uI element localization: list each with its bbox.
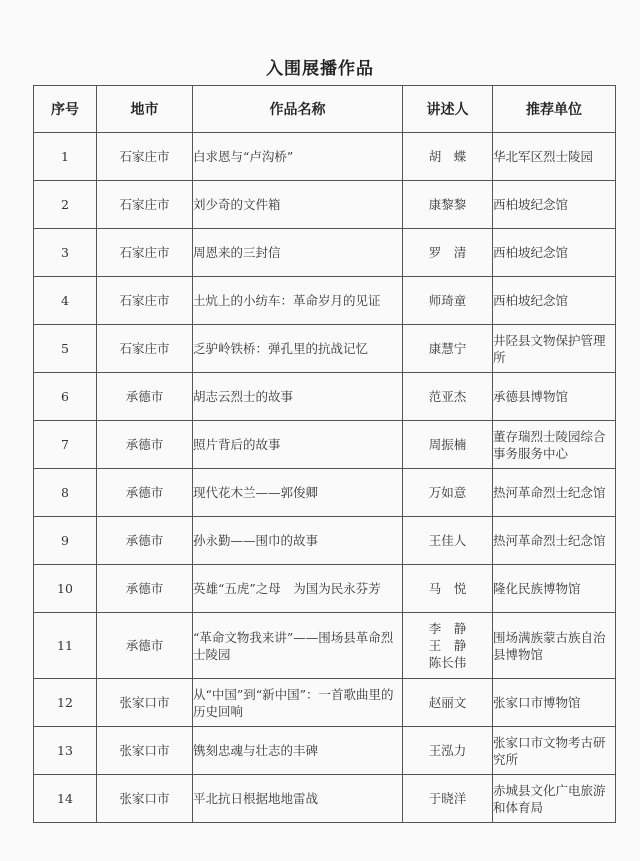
row-city: 承德市 bbox=[97, 565, 193, 613]
row-narrators bbox=[403, 277, 493, 325]
row-recommending-unit: 热河革命烈士纪念馆 bbox=[493, 517, 616, 565]
row-recommending-unit: 西柏坡纪念馆 bbox=[493, 229, 616, 277]
row-city: 石家庄市 bbox=[97, 229, 193, 277]
row-recommending-unit: 热河革命烈士纪念馆 bbox=[493, 469, 616, 517]
table-row bbox=[34, 133, 616, 181]
row-city: 石家庄市 bbox=[97, 181, 193, 229]
table-row bbox=[34, 181, 616, 229]
table-row bbox=[34, 565, 616, 613]
row-index: 4 bbox=[34, 277, 97, 325]
row-index: 12 bbox=[34, 679, 97, 727]
row-city: 张家口市 bbox=[97, 679, 193, 727]
row-recommending-unit: 井陉县文物保护管理所 bbox=[493, 325, 616, 373]
row-city: 承德市 bbox=[97, 373, 193, 421]
row-city: 承德市 bbox=[97, 517, 193, 565]
narrator-name: 周振楠 bbox=[428, 437, 467, 452]
row-narrators bbox=[403, 775, 493, 823]
row-index: 3 bbox=[34, 229, 97, 277]
narrator-name: 师琦童 bbox=[428, 293, 467, 308]
narrator-name: 康黎黎 bbox=[428, 197, 467, 212]
row-work-title: 周恩来的三封信 bbox=[193, 229, 403, 277]
header-work-title: 作品名称 bbox=[193, 86, 403, 133]
row-recommending-unit: 赤城县文化广电旅游和体育局 bbox=[493, 775, 616, 823]
row-recommending-unit: 西柏坡纪念馆 bbox=[493, 277, 616, 325]
row-recommending-unit: 承德县博物馆 bbox=[493, 373, 616, 421]
table-row bbox=[34, 613, 616, 679]
narrator-name: 范亚杰 bbox=[428, 389, 467, 404]
row-index: 2 bbox=[34, 181, 97, 229]
header-recommending-unit: 推荐单位 bbox=[493, 86, 616, 133]
row-city: 张家口市 bbox=[97, 727, 193, 775]
row-work-title: “革命文物我来讲”——围场县革命烈士陵园 bbox=[193, 613, 403, 679]
row-work-title: 平北抗日根据地地雷战 bbox=[193, 775, 403, 823]
narrator-name: 胡 蝶 bbox=[428, 149, 467, 164]
header-city: 地市 bbox=[97, 86, 193, 133]
row-narrators bbox=[403, 469, 493, 517]
page-title: 入围展播作品 bbox=[266, 59, 374, 79]
row-city: 承德市 bbox=[97, 421, 193, 469]
row-recommending-unit: 董存瑞烈士陵园综合事务服务中心 bbox=[493, 421, 616, 469]
row-narrators bbox=[403, 613, 493, 679]
row-work-title: 土炕上的小纺车：革命岁月的见证 bbox=[193, 277, 403, 325]
row-index: 6 bbox=[34, 373, 97, 421]
row-work-title: 从“中国”到“新中国”：一首歌曲里的历史回响 bbox=[193, 679, 403, 727]
narrator-name: 陈长伟 bbox=[428, 655, 467, 670]
table-row bbox=[34, 775, 616, 823]
table-header-row bbox=[34, 86, 616, 133]
row-narrators bbox=[403, 565, 493, 613]
row-recommending-unit: 张家口市文物考古研究所 bbox=[493, 727, 616, 775]
row-recommending-unit: 围场满族蒙古族自治县博物馆 bbox=[493, 613, 616, 679]
row-work-title: 乏驴岭铁桥：弹孔里的抗战记忆 bbox=[193, 325, 403, 373]
table-row bbox=[34, 727, 616, 775]
row-city: 石家庄市 bbox=[97, 325, 193, 373]
row-work-title: 镌刻忠魂与壮志的丰碑 bbox=[193, 727, 403, 775]
row-recommending-unit: 西柏坡纪念馆 bbox=[493, 181, 616, 229]
table-row bbox=[34, 517, 616, 565]
row-narrators bbox=[403, 181, 493, 229]
row-city: 张家口市 bbox=[97, 775, 193, 823]
row-index: 8 bbox=[34, 469, 97, 517]
row-work-title: 孙永勤——围巾的故事 bbox=[193, 517, 403, 565]
row-index: 9 bbox=[34, 517, 97, 565]
narrator-name: 王 静 bbox=[428, 638, 467, 653]
narrator-name: 赵丽文 bbox=[428, 695, 467, 710]
row-narrators bbox=[403, 421, 493, 469]
row-narrators bbox=[403, 373, 493, 421]
narrator-name: 万如意 bbox=[428, 485, 467, 500]
row-narrators bbox=[403, 727, 493, 775]
row-city: 石家庄市 bbox=[97, 277, 193, 325]
row-work-title: 胡志云烈士的故事 bbox=[193, 373, 403, 421]
row-narrators bbox=[403, 133, 493, 181]
narrator-name: 李 静 bbox=[428, 621, 467, 636]
row-work-title: 现代花木兰——郭俊卿 bbox=[193, 469, 403, 517]
table-row bbox=[34, 229, 616, 277]
row-work-title: 刘少奇的文件箱 bbox=[193, 181, 403, 229]
row-narrators bbox=[403, 229, 493, 277]
row-work-title: 照片背后的故事 bbox=[193, 421, 403, 469]
header-narrator: 讲述人 bbox=[403, 86, 493, 133]
row-index: 11 bbox=[34, 613, 97, 679]
row-index: 5 bbox=[34, 325, 97, 373]
row-index: 10 bbox=[34, 565, 97, 613]
narrator-name: 王佳人 bbox=[428, 533, 467, 548]
row-index: 14 bbox=[34, 775, 97, 823]
narrator-name: 王泓力 bbox=[428, 743, 467, 758]
row-index: 13 bbox=[34, 727, 97, 775]
row-recommending-unit: 隆化民族博物馆 bbox=[493, 565, 616, 613]
row-narrators bbox=[403, 679, 493, 727]
table-row bbox=[34, 679, 616, 727]
row-recommending-unit: 华北军区烈士陵园 bbox=[493, 133, 616, 181]
row-work-title: 英雄“五虎”之母 为国为民永芬芳 bbox=[193, 565, 403, 613]
row-city: 承德市 bbox=[97, 469, 193, 517]
narrator-name: 马 悦 bbox=[428, 581, 467, 596]
table-row bbox=[34, 373, 616, 421]
table-row bbox=[34, 421, 616, 469]
row-city: 承德市 bbox=[97, 613, 193, 679]
table-row bbox=[34, 277, 616, 325]
row-work-title: 白求恩与“卢沟桥” bbox=[193, 133, 403, 181]
narrator-name: 康慧宁 bbox=[428, 341, 467, 356]
shortlist-table bbox=[33, 85, 616, 823]
narrator-name: 于晓洋 bbox=[428, 791, 467, 806]
row-index: 1 bbox=[34, 133, 97, 181]
header-index: 序号 bbox=[34, 86, 97, 133]
row-recommending-unit: 张家口市博物馆 bbox=[493, 679, 616, 727]
row-index: 7 bbox=[34, 421, 97, 469]
narrator-name: 罗 清 bbox=[428, 245, 467, 260]
row-narrators bbox=[403, 517, 493, 565]
row-narrators bbox=[403, 325, 493, 373]
table-body bbox=[34, 133, 616, 823]
row-city: 石家庄市 bbox=[97, 133, 193, 181]
table-row bbox=[34, 469, 616, 517]
table-row bbox=[34, 325, 616, 373]
